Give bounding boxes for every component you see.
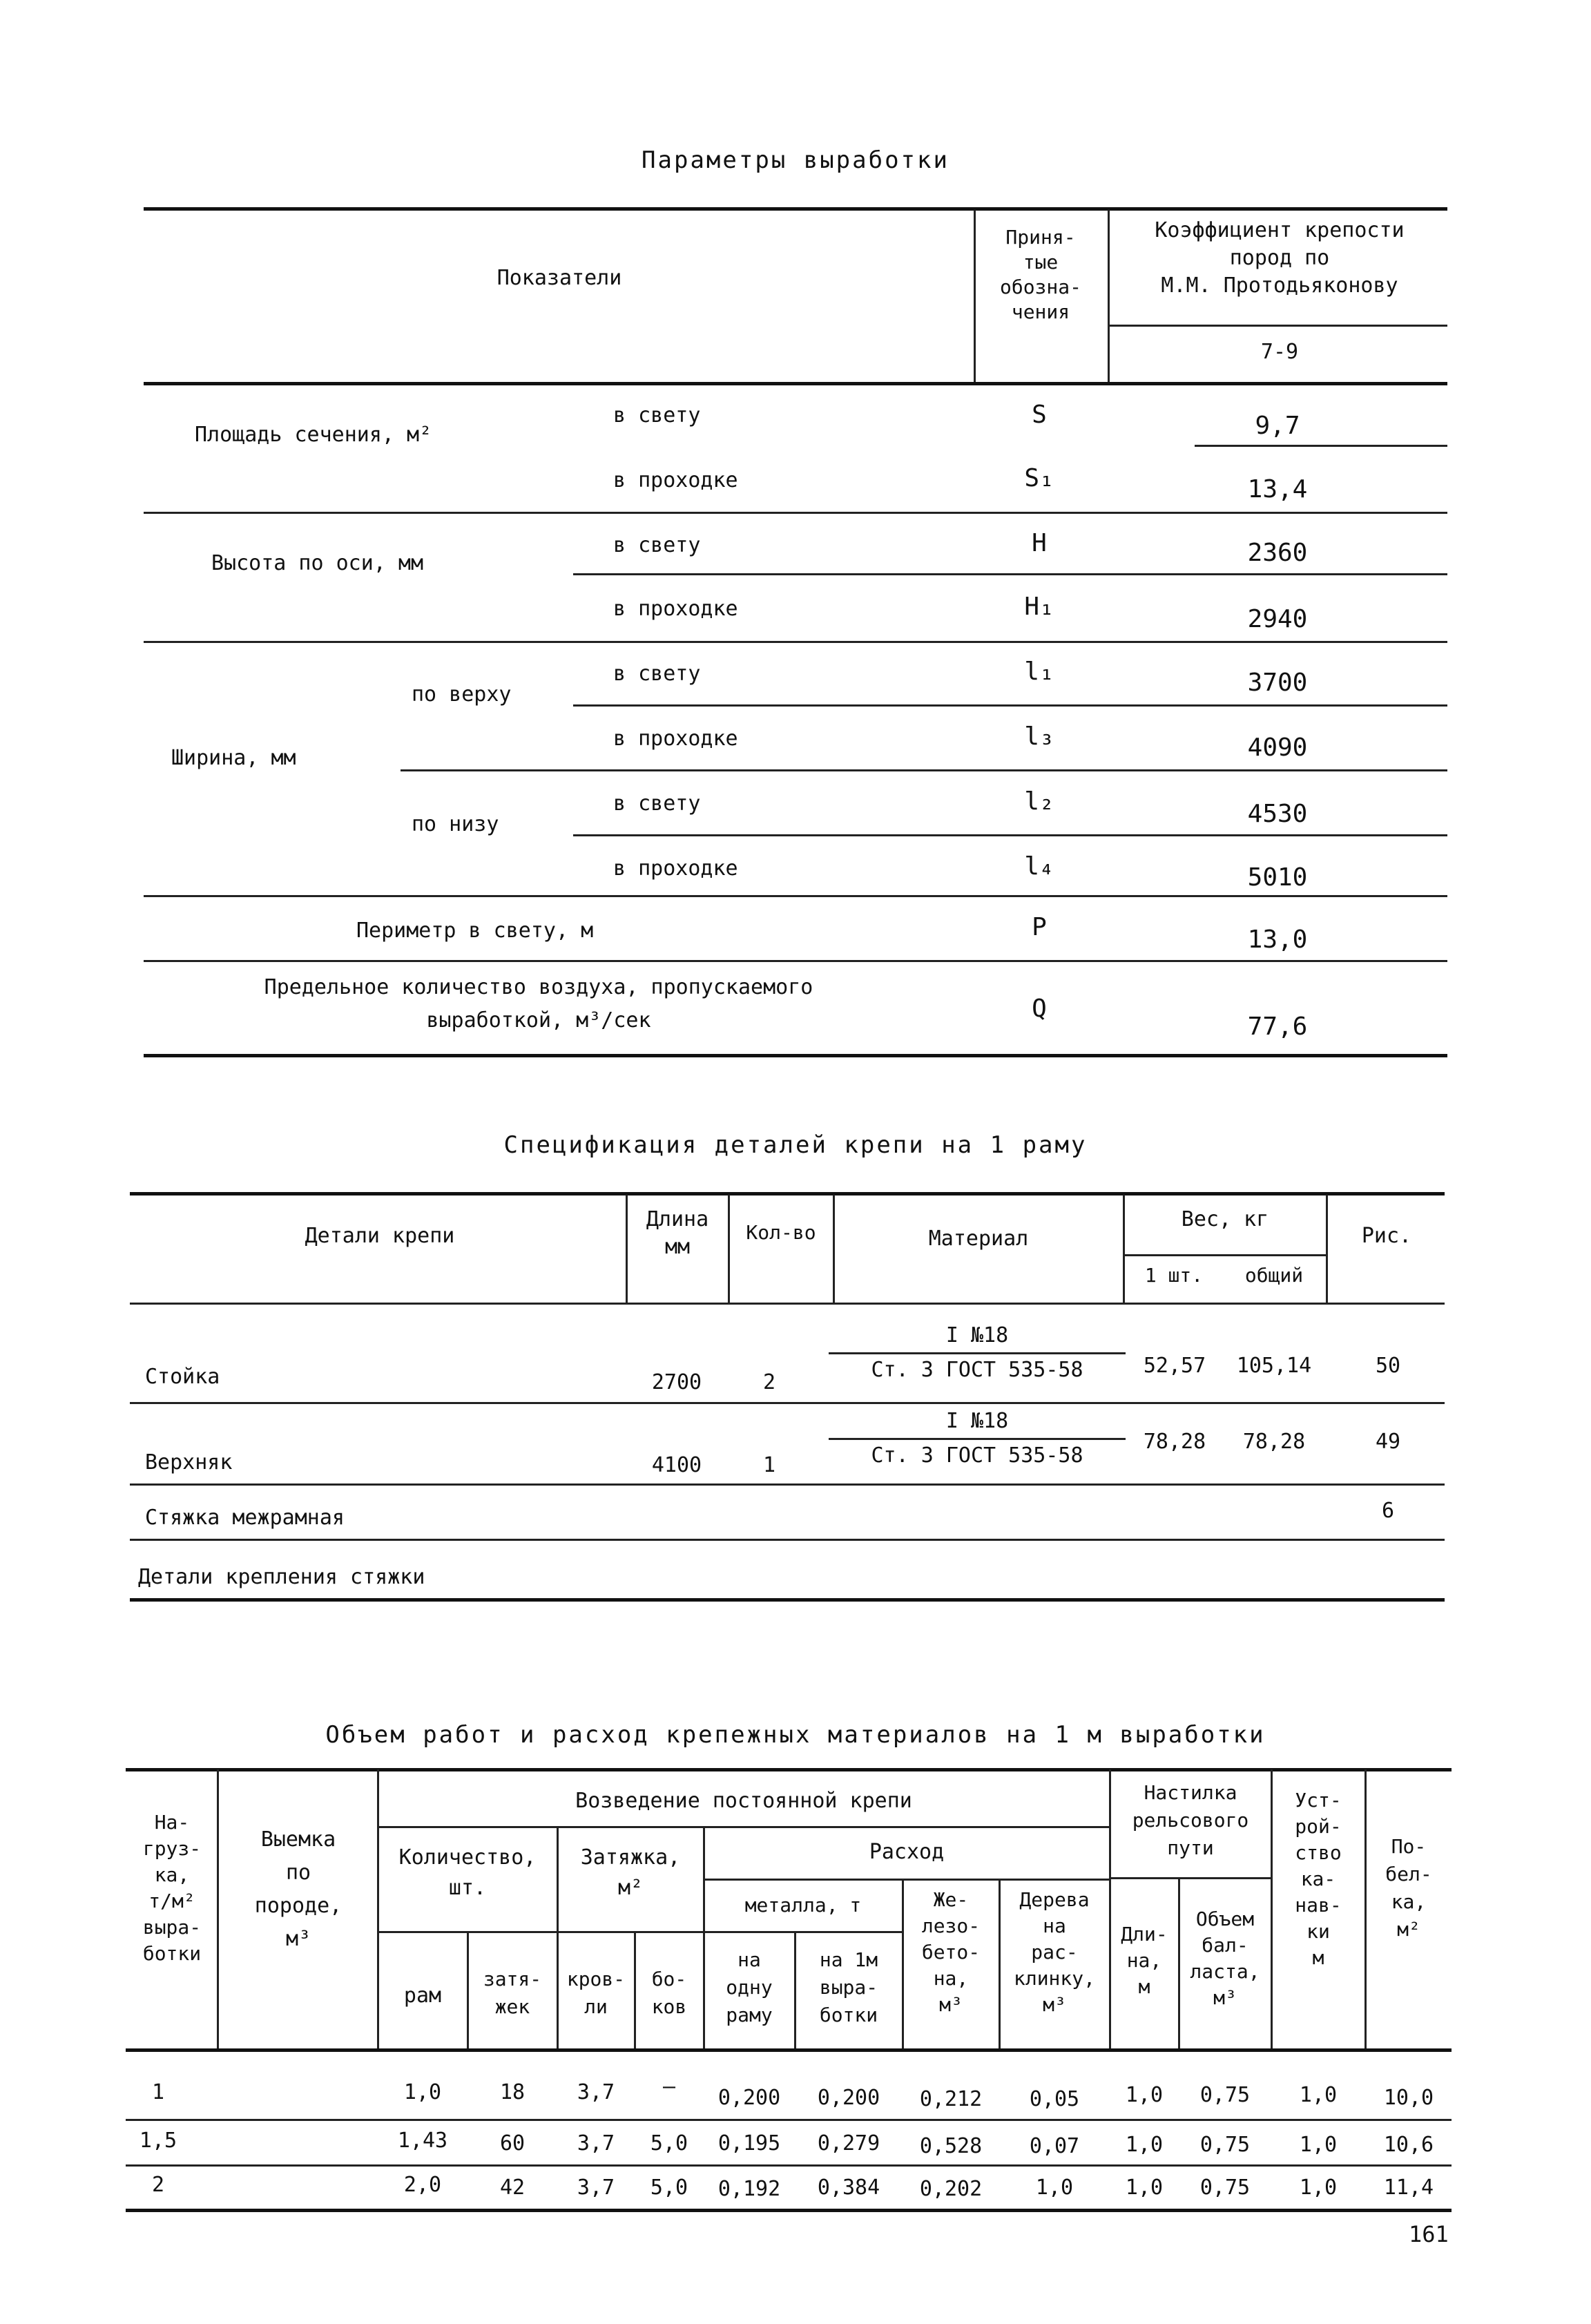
- volume-cell-whitewash: 11,4: [1383, 2176, 1434, 2200]
- params-value-height-exc: 2940: [1247, 605, 1308, 633]
- volume-cell-timber: 1,0: [1035, 2176, 1074, 2200]
- params-excavated-4: в проходке: [613, 856, 738, 881]
- volume-hrule-rail: [1110, 1877, 1271, 1879]
- params-value-width-top-exc: 4090: [1247, 733, 1308, 762]
- volume-cell-sides: 5,0: [650, 2176, 688, 2200]
- spec-vline-5: [1326, 1195, 1328, 1303]
- page-number: 161: [1409, 2221, 1449, 2247]
- spec-vline-1: [626, 1195, 628, 1303]
- params-symbol-S: S: [1032, 401, 1047, 429]
- spec-row-material: Ст. 3 ГОСТ 535-58: [871, 1443, 1083, 1468]
- params-rule-1: [1195, 445, 1447, 447]
- spec-row-profile: I №18: [945, 1323, 1009, 1347]
- spec-row-rule-2: [130, 1483, 1445, 1486]
- spec-row-length: 4100: [651, 1453, 702, 1477]
- spec-weight-rule: [1124, 1254, 1326, 1256]
- spec-row-weight-total: 105,14: [1236, 1354, 1312, 1378]
- volume-cell-lags: 60: [499, 2131, 525, 2155]
- volume-header-bottom-rule: [126, 2048, 1452, 2052]
- volume-header-permanent: Возведение постоянной крепи: [575, 1789, 912, 1813]
- volume-cell-whitewash: 10,0: [1383, 2086, 1434, 2110]
- volume-header-concrete: Же- лезо- бето- на, м³: [921, 1888, 981, 2016]
- params-value-height-clear: 2360: [1247, 539, 1308, 567]
- volume-cell-metal-frame: 0,192: [717, 2177, 781, 2201]
- volume-cell-frames: 1,43: [397, 2129, 448, 2153]
- volume-cell-ballast: 0,75: [1199, 2133, 1251, 2157]
- params-clear-4: в свету: [613, 791, 701, 816]
- volume-header-metal: металла, т: [744, 1894, 862, 1917]
- volume-hrule-consumption: [704, 1879, 1109, 1881]
- params-width-bottom: по низу: [412, 812, 499, 836]
- volume-header-frames: рам: [403, 1984, 442, 2008]
- spec-header-fig: Рис.: [1361, 1224, 1412, 1248]
- params-value-width-bot-clear: 4530: [1247, 800, 1308, 828]
- volume-cell-ballast: 0,75: [1199, 2083, 1251, 2107]
- volume-title: Объем работ и расход крепежных материалов на 1 м выработки: [325, 1721, 1266, 1749]
- volume-row-rule-2: [126, 2164, 1452, 2167]
- volume-cell-ballast: 0,75: [1199, 2176, 1251, 2200]
- volume-cell-whitewash: 10,6: [1383, 2133, 1434, 2157]
- params-row-perimeter: Периметр в свету, м: [356, 919, 594, 943]
- params-rule-6: [573, 834, 1447, 836]
- params-excavated-3: в проходке: [613, 727, 738, 751]
- spec-bottom-rule: [130, 1598, 1445, 1602]
- spec-row-fig: 49: [1375, 1430, 1401, 1454]
- spec-row-weight-total: 78,28: [1242, 1430, 1306, 1454]
- volume-header-rail-length: Дли- на, м: [1121, 1923, 1168, 1998]
- params-header-designations: Приня- тые обозна- чения: [999, 226, 1081, 323]
- spec-row-qty: 1: [762, 1453, 776, 1477]
- volume-header-count: Количество, шт.: [398, 1845, 537, 1900]
- volume-cell-sides: 5,0: [650, 2131, 688, 2155]
- volume-cell-lags: 18: [499, 2080, 525, 2104]
- spec-row-material: Ст. 3 ГОСТ 535-58: [871, 1358, 1083, 1382]
- spec-row-name: Стойка: [145, 1365, 220, 1389]
- params-value-width-bot-exc: 5010: [1247, 863, 1308, 892]
- params-symbol-l1: l₁: [1024, 657, 1054, 686]
- spec-row-name: Стяжка межрамная: [145, 1506, 345, 1530]
- params-top-rule: [144, 207, 1447, 211]
- spec-header-length: Длина мм: [646, 1207, 709, 1259]
- volume-cell-ditch: 1,0: [1299, 2083, 1338, 2107]
- volume-header-timber: Дерева на рас- клинку, м³: [1013, 1888, 1095, 2016]
- volume-cell-metal-meter: 0,200: [817, 2086, 880, 2110]
- params-symbol-H1: H₁: [1024, 593, 1054, 621]
- params-clear-1: в свету: [613, 403, 701, 428]
- params-value-perimeter: 13,0: [1247, 925, 1308, 954]
- spec-header-part: Детали крепи: [305, 1224, 455, 1248]
- spec-title: Спецификация деталей крепи на 1 раму: [503, 1131, 1088, 1159]
- spec-header-rule: [130, 1303, 1445, 1305]
- spec-header-weight: Вес, кг: [1181, 1207, 1269, 1231]
- spec-header-qty: Кол-во: [746, 1221, 816, 1244]
- spec-row-profile: I №18: [945, 1409, 1009, 1433]
- spec-row-name: Верхняк: [145, 1450, 233, 1475]
- spec-header-material: Материал: [928, 1227, 1029, 1251]
- volume-cell-metal-meter: 0,279: [817, 2131, 880, 2155]
- params-bottom-rule: [144, 1054, 1447, 1057]
- params-rule-5: [573, 704, 1447, 707]
- params-symbol-Q: Q: [1032, 995, 1047, 1023]
- volume-cell-timber: 0,05: [1029, 2087, 1080, 2111]
- volume-cell-metal-frame: 0,195: [717, 2131, 781, 2155]
- params-coef-rule: [1109, 325, 1447, 327]
- volume-header-whitewash: По- бел- ка, м²: [1385, 1835, 1432, 1941]
- params-rule-7: [144, 895, 1447, 897]
- volume-cell-rail-length: 1,0: [1125, 2133, 1164, 2157]
- params-vline-1: [974, 210, 976, 383]
- params-excavated-2: в проходке: [613, 597, 738, 621]
- params-rule-2: [144, 512, 1447, 514]
- volume-cell-timber: 0,07: [1029, 2134, 1080, 2158]
- volume-header-lagging: Затяжка, м²: [580, 1845, 681, 1900]
- spec-row-weight-piece: 52,57: [1143, 1354, 1206, 1378]
- volume-header-consumption: Расход: [869, 1840, 945, 1864]
- volume-cell-frames: 2,0: [403, 2173, 442, 2197]
- volume-row-rule-1: [126, 2119, 1452, 2121]
- spec-row-fig: 6: [1381, 1499, 1395, 1523]
- volume-cell-roof: 3,7: [577, 2131, 615, 2155]
- spec-row-weight-piece: 78,28: [1143, 1430, 1206, 1454]
- volume-vline-load: [217, 1769, 219, 2050]
- volume-cell-load: 2: [151, 2173, 165, 2197]
- params-row-area: Площадь сечения, м²: [195, 423, 432, 447]
- spec-row-rule-3: [130, 1539, 1445, 1541]
- spec-row-fraction-rule: [829, 1352, 1126, 1354]
- params-symbol-l3: l₃: [1024, 722, 1054, 751]
- params-excavated-1: в проходке: [613, 468, 738, 492]
- params-value-area-exc: 13,4: [1247, 475, 1308, 503]
- volume-header-per-frame: на одну раму: [726, 1948, 773, 2026]
- spec-row-qty: 2: [762, 1370, 776, 1394]
- params-width-top: по верху: [412, 682, 512, 707]
- spec-header-total: общий: [1244, 1264, 1304, 1287]
- spec-vline-4: [1123, 1195, 1125, 1303]
- volume-header-lags: затя- жек: [483, 1968, 542, 2018]
- params-rule-3: [573, 573, 1447, 575]
- params-header-coefficient: Коэффициент крепости пород по М.М. Протодьяконову: [1155, 218, 1405, 298]
- volume-cell-concrete: 0,202: [919, 2177, 983, 2201]
- params-symbol-H: H: [1032, 529, 1047, 557]
- spec-top-rule: [130, 1192, 1445, 1195]
- volume-cell-sides: –: [662, 2075, 676, 2099]
- volume-bottom-rule: [126, 2209, 1452, 2212]
- params-value-air: 77,6: [1247, 1012, 1308, 1041]
- spec-row-name: Детали крепления стяжки: [138, 1565, 425, 1589]
- volume-header-per-meter: на 1м выра- ботки: [819, 1948, 878, 2026]
- volume-header-roof: кров- ли: [566, 1968, 626, 2018]
- volume-cell-rail-length: 1,0: [1125, 2083, 1164, 2107]
- params-symbol-P: P: [1032, 913, 1047, 941]
- volume-cell-lags: 42: [499, 2176, 525, 2200]
- params-header-indicators: Показатели: [496, 266, 622, 290]
- volume-cell-concrete: 0,212: [919, 2087, 983, 2111]
- volume-header-sides: бо- ков: [651, 1968, 687, 2018]
- params-row-height: Высота по оси, мм: [211, 551, 424, 575]
- params-row-width: Ширина, мм: [171, 746, 296, 770]
- volume-top-rule: [126, 1768, 1452, 1771]
- volume-header-excavation: Выемка по породе, м³: [254, 1827, 343, 1951]
- params-row-air: Предельное количество воздуха, пропускаемого выработкой, м³/сек: [264, 975, 813, 1033]
- volume-hrule-metal: [704, 1931, 902, 1933]
- volume-header-ditch: Уст- рой- ство ка- нав- ки м: [1295, 1789, 1342, 1969]
- params-header-rule: [144, 382, 1447, 385]
- params-value-width-top-clear: 3700: [1247, 669, 1308, 697]
- params-title: Параметры выработки: [642, 146, 949, 174]
- volume-cell-roof: 3,7: [577, 2176, 615, 2200]
- spec-header-per-piece: 1 шт.: [1144, 1264, 1204, 1287]
- params-clear-3: в свету: [613, 662, 701, 686]
- volume-cell-load: 1,5: [139, 2129, 177, 2153]
- volume-cell-load: 1: [151, 2080, 165, 2104]
- volume-cell-ditch: 1,0: [1299, 2133, 1338, 2157]
- volume-header-load: На- груз- ка, т/м² выра- ботки: [142, 1811, 202, 1965]
- params-clear-2: в свету: [613, 533, 701, 557]
- params-header-range: 7-9: [1260, 340, 1299, 364]
- volume-hrule-permanent: [378, 1826, 1109, 1828]
- params-symbol-l2: l₂: [1024, 787, 1054, 816]
- params-vline-2: [1108, 210, 1110, 383]
- volume-cell-ditch: 1,0: [1299, 2176, 1338, 2200]
- spec-row-fraction-rule: [829, 1438, 1126, 1440]
- volume-cell-roof: 3,7: [577, 2080, 615, 2104]
- volume-header-ballast: Объем бал- ласта, м³: [1190, 1908, 1260, 2009]
- params-symbol-S1: S₁: [1024, 464, 1054, 492]
- params-value-area-clear: 9,7: [1255, 412, 1300, 440]
- spec-row-fig: 50: [1375, 1354, 1401, 1378]
- volume-cell-metal-meter: 0,384: [817, 2176, 880, 2200]
- params-rule-8: [144, 960, 1447, 962]
- params-rule-width-mid: [401, 769, 1447, 771]
- volume-header-rail: Настилка рельсового пути: [1132, 1781, 1249, 1859]
- spec-row-length: 2700: [651, 1370, 702, 1394]
- volume-cell-concrete: 0,528: [919, 2134, 983, 2158]
- spec-row-rule-1: [130, 1402, 1445, 1404]
- spec-vline-2: [728, 1195, 730, 1303]
- volume-cell-metal-frame: 0,200: [717, 2086, 781, 2110]
- params-rule-4: [144, 641, 1447, 643]
- volume-cell-rail-length: 1,0: [1125, 2176, 1164, 2200]
- volume-cell-frames: 1,0: [403, 2080, 442, 2104]
- spec-vline-3: [833, 1195, 835, 1303]
- params-symbol-l4: l₄: [1024, 852, 1054, 881]
